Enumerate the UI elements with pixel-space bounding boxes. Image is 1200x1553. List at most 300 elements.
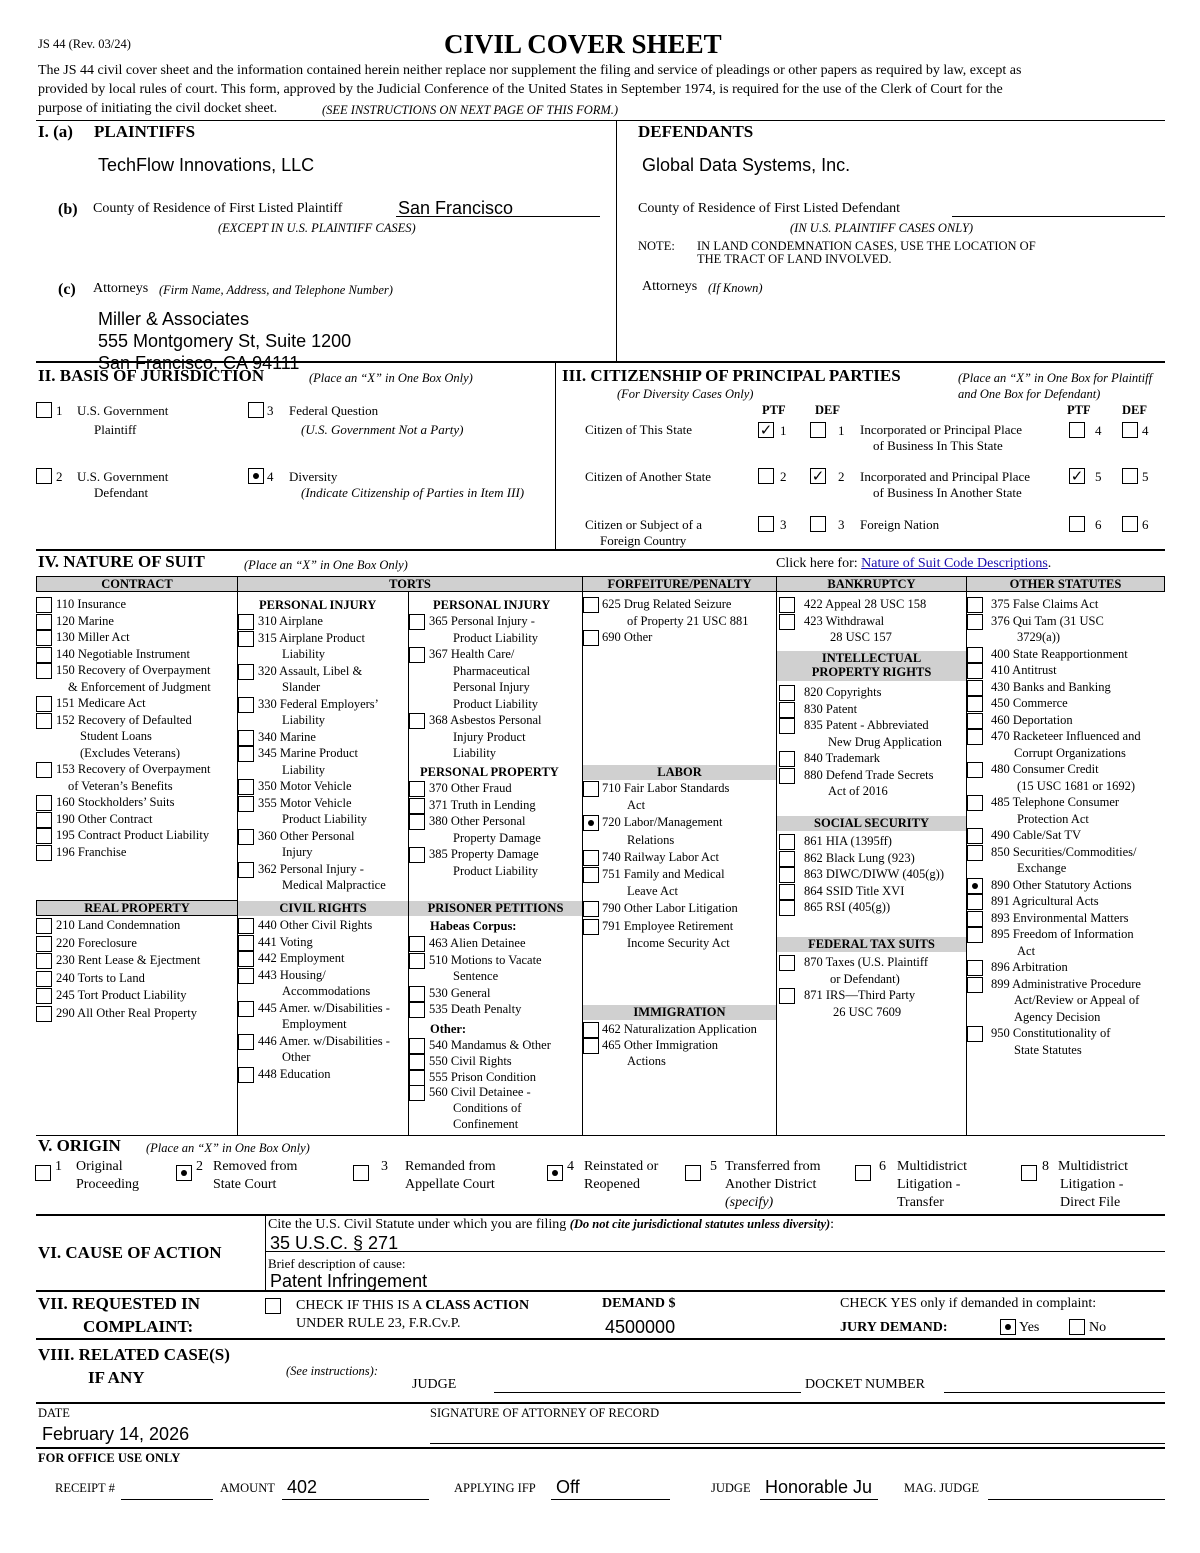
foreign-nation-ptf-num: 6 <box>1095 517 1102 532</box>
code-510-checkbox[interactable] <box>409 953 425 969</box>
receipt-label: RECEIPT # <box>55 1481 115 1495</box>
section-5-title: V. ORIGIN <box>38 1136 121 1155</box>
code-150-checkbox[interactable] <box>36 663 52 679</box>
code-376-checkbox[interactable] <box>967 614 983 630</box>
note-line-1: IN LAND CONDEMNATION CASES, USE THE LOCATION OF <box>697 239 1036 253</box>
code-422-checkbox[interactable] <box>779 597 795 613</box>
habeas-corpus-label: Habeas Corpus: <box>430 919 517 933</box>
code-330-checkbox[interactable] <box>238 697 254 713</box>
code-720-sublabel: Relations <box>627 832 675 847</box>
code-230-checkbox[interactable] <box>36 953 52 969</box>
code-480-label: 480 Consumer Credit <box>991 762 1099 776</box>
code-365-sublabel: Product Liability <box>453 630 539 645</box>
code-865-checkbox[interactable] <box>779 900 795 916</box>
citizen-this-state-ptf-checkbox[interactable]: ✓ <box>759 421 773 439</box>
ifp-field[interactable]: Off <box>556 1477 580 1497</box>
code-368-sublabel-2: Liability <box>453 746 497 760</box>
code-110-checkbox[interactable] <box>36 597 52 613</box>
code-899-sublabel-2: Agency Decision <box>1014 1009 1101 1024</box>
code-710-label: 710 Fair Labor Standards <box>602 781 730 795</box>
plaintiff-field[interactable]: TechFlow Innovations, LLC <box>98 155 315 175</box>
receipt-field[interactable] <box>121 1480 213 1500</box>
code-871-checkbox[interactable] <box>779 988 795 1004</box>
code-446-checkbox[interactable] <box>238 1034 254 1050</box>
code-470-checkbox[interactable] <box>967 729 983 745</box>
jurisdiction-1-num: 1 <box>56 403 63 418</box>
prisoner-petitions-header: PRISONER PETITIONS <box>409 901 582 916</box>
code-465-label: 465 Other Immigration <box>602 1038 718 1052</box>
section-3-hint-3: and One Box for Defendant) <box>958 387 1101 401</box>
code-625-sublabel: of Property 21 USC 881 <box>627 613 749 628</box>
incorporated-and-principal-sublabel: of Business In Another State <box>873 485 1022 500</box>
code-368-label: 368 Asbestos Personal <box>429 713 542 727</box>
code-625-checkbox[interactable] <box>583 597 599 613</box>
code-720-checkbox[interactable] <box>583 815 599 831</box>
class-action-sublabel: UNDER RULE 23, F.R.Cv.P. <box>296 1316 461 1331</box>
code-896-checkbox[interactable] <box>967 960 983 976</box>
code-110-label: 110 Insurance <box>56 597 126 611</box>
code-490-checkbox[interactable] <box>967 828 983 844</box>
code-365-checkbox[interactable] <box>409 614 425 630</box>
code-840-checkbox[interactable] <box>779 751 795 767</box>
code-950-checkbox[interactable] <box>967 1026 983 1042</box>
code-880-label: 880 Defend Trade Secrets <box>804 767 934 782</box>
amount-field[interactable]: 402 <box>287 1477 318 1497</box>
def-attorneys-label: Attorneys <box>642 279 698 294</box>
code-510-label: 510 Motions to Vacate <box>429 952 542 967</box>
code-195-label: 195 Contract Product Liability <box>56 828 210 842</box>
code-367-sublabel-2: Personal Injury <box>453 680 530 694</box>
code-440-checkbox[interactable] <box>238 918 254 934</box>
citizen-foreign-ptf-checkbox[interactable] <box>758 516 774 532</box>
code-555-checkbox[interactable] <box>409 1070 425 1086</box>
contract-header: CONTRACT <box>36 576 238 592</box>
code-220-checkbox[interactable] <box>36 936 52 952</box>
origin-5-checkbox[interactable] <box>685 1165 701 1181</box>
code-690-checkbox[interactable] <box>583 630 599 646</box>
code-863-checkbox[interactable] <box>779 867 795 883</box>
code-830-checkbox[interactable] <box>779 702 795 718</box>
code-345-checkbox[interactable] <box>238 746 254 762</box>
code-535-checkbox[interactable] <box>409 1002 425 1018</box>
civil-rights-header: CIVIL RIGHTS <box>238 901 408 916</box>
code-130-label: 130 Miller Act <box>56 630 130 644</box>
code-120-label: 120 Marine <box>56 613 114 628</box>
code-315-label: 315 Airplane Product <box>258 630 365 645</box>
code-446-sublabel: Other <box>282 1050 311 1064</box>
code-485-sublabel: Protection Act <box>1017 811 1089 826</box>
origin-8-num: 8 <box>1042 1159 1049 1174</box>
code-560-sublabel: Conditions of <box>453 1101 522 1116</box>
code-864-checkbox[interactable] <box>779 884 795 900</box>
code-625-label: 625 Drug Related Seizure <box>602 597 732 611</box>
brief-field[interactable] <box>270 1271 1160 1289</box>
code-330-sublabel: Liability <box>282 713 326 727</box>
code-345-label: 345 Marine Product <box>258 746 358 760</box>
applying-ifp-label: APPLYING IFP <box>454 1481 536 1495</box>
code-190-checkbox[interactable] <box>36 812 52 828</box>
code-442-checkbox[interactable] <box>238 951 254 967</box>
code-140-checkbox[interactable] <box>36 647 52 663</box>
code-240-checkbox[interactable] <box>36 971 52 987</box>
citizen-another-state-ptf-num: 2 <box>780 469 787 484</box>
code-448-checkbox[interactable] <box>238 1067 254 1083</box>
real-property-column <box>36 918 236 1023</box>
code-151-checkbox[interactable] <box>36 696 52 712</box>
code-385-checkbox[interactable] <box>409 847 425 863</box>
code-210-checkbox[interactable] <box>36 918 52 934</box>
code-371-checkbox[interactable] <box>409 798 425 814</box>
code-870-label: 870 Taxes (U.S. Plaintiff <box>804 955 929 969</box>
code-350-checkbox[interactable] <box>238 779 254 795</box>
origin-6-checkbox[interactable] <box>855 1165 871 1181</box>
code-791-checkbox[interactable] <box>583 919 599 935</box>
code-950-label: 950 Constitutionality of <box>991 1026 1111 1040</box>
citizen-foreign-label: Citizen or Subject of a <box>585 517 702 532</box>
code-310-checkbox[interactable] <box>238 614 254 630</box>
citizen-foreign-ptf-num: 3 <box>780 517 787 532</box>
jurisdiction-3-checkbox[interactable] <box>248 402 264 418</box>
incorporated-and-principal-ptf-checkbox[interactable]: ✓ <box>1070 467 1084 485</box>
other-label: Other: <box>430 1022 467 1036</box>
code-790-checkbox[interactable] <box>583 901 599 917</box>
code-740-checkbox[interactable] <box>583 850 599 866</box>
office-judge-value: Honorable Ju <box>765 1477 873 1497</box>
code-355-checkbox[interactable] <box>238 796 254 812</box>
code-153-label: 153 Recovery of Overpayment <box>56 762 211 776</box>
code-152-checkbox[interactable] <box>36 713 52 729</box>
cite-value: 35 U.S.C. § 271 <box>270 1233 399 1253</box>
plaintiffs-label: PLAINTIFFS <box>94 122 196 141</box>
date-field[interactable]: February 14, 2026 <box>42 1424 190 1444</box>
note-line-2: THE TRACT OF LAND INVOLVED. <box>697 252 892 266</box>
code-370-checkbox[interactable] <box>409 781 425 797</box>
code-445-checkbox[interactable] <box>238 1001 254 1017</box>
code-367-label: 367 Health Care/ <box>429 647 515 661</box>
cite-hint: (Do not cite jurisdictional statutes unless diversity) <box>569 1217 831 1231</box>
code-362-checkbox[interactable] <box>238 862 254 878</box>
attorney-field[interactable] <box>98 308 598 373</box>
jurisdiction-1-checkbox[interactable] <box>36 402 52 418</box>
class-action-label <box>296 1298 529 1315</box>
jury-no-label: No <box>1089 1320 1107 1335</box>
code-441-checkbox[interactable] <box>238 935 254 951</box>
code-862-checkbox[interactable] <box>779 851 795 867</box>
code-240-label: 240 Torts to Land <box>56 970 145 985</box>
section-4-hint: (Place an “X” in One Box Only) <box>244 558 408 572</box>
note-label: NOTE: <box>638 239 675 253</box>
ptf-header-left: PTF <box>762 403 786 417</box>
origin-6-label: Multidistrict <box>897 1159 967 1174</box>
code-245-checkbox[interactable] <box>36 988 52 1004</box>
class-action-label-text: CHECK IF THIS IS A <box>296 1298 426 1313</box>
incorporated-principal-def-checkbox[interactable] <box>1122 422 1138 438</box>
code-899-checkbox[interactable] <box>967 977 983 993</box>
incorporated-and-principal-ptf-num: 5 <box>1095 469 1102 484</box>
code-152-sublabel-2: (Excludes Veterans) <box>80 745 181 760</box>
code-153-checkbox[interactable] <box>36 762 52 778</box>
origin-2-checkbox[interactable] <box>176 1165 192 1181</box>
labor-column <box>583 781 775 953</box>
code-899-label: 899 Administrative Procedure <box>991 976 1141 991</box>
page-title: CIVIL COVER SHEET <box>444 29 722 59</box>
code-430-label: 430 Banks and Banking <box>991 679 1111 694</box>
citizen-another-state-def-num: 2 <box>838 469 845 484</box>
code-790-label: 790 Other Labor Litigation <box>602 901 738 916</box>
code-890-checkbox[interactable] <box>967 878 983 894</box>
code-791-sublabel: Income Security Act <box>627 935 730 950</box>
other-statutes-header: OTHER STATUTES <box>966 576 1165 592</box>
real-property-header: REAL PROPERTY <box>36 900 238 916</box>
code-895-sublabel: Act <box>1017 943 1036 958</box>
code-360-checkbox[interactable] <box>238 829 254 845</box>
code-820-checkbox[interactable] <box>779 685 795 701</box>
code-850-label: 850 Securities/Commodities/ <box>991 844 1137 859</box>
jurisdiction-4-checkbox[interactable] <box>248 468 264 484</box>
code-410-label: 410 Antitrust <box>991 663 1057 677</box>
code-820-label: 820 Copyrights <box>804 685 882 699</box>
code-423-sublabel: 28 USC 157 <box>830 630 892 644</box>
code-462-checkbox[interactable] <box>583 1022 599 1038</box>
code-850-sublabel: Exchange <box>1017 861 1067 875</box>
code-362-sublabel: Medical Malpractice <box>282 878 386 892</box>
code-130-checkbox[interactable] <box>36 630 52 646</box>
forfeiture-column <box>583 597 775 647</box>
social-security-column <box>779 834 965 917</box>
click-here-label: Click here for: <box>776 556 862 571</box>
attorney-line-2: 555 Montgomery St, Suite 1200 <box>98 331 352 351</box>
nature-of-suit-link[interactable]: Nature of Suit Code Descriptions <box>861 556 1048 571</box>
foreign-nation-ptf-checkbox[interactable] <box>1069 516 1085 532</box>
code-830-label: 830 Patent <box>804 701 858 716</box>
code-441-label: 441 Voting <box>258 934 313 949</box>
jurisdiction-1-label: U.S. Government <box>77 403 169 418</box>
origin-2-label: Removed from <box>213 1159 298 1174</box>
code-290-label: 290 All Other Real Property <box>56 1005 197 1020</box>
section-4-title: IV. NATURE OF SUIT <box>38 552 205 571</box>
code-151-label: 151 Medicare Act <box>56 696 146 710</box>
code-485-checkbox[interactable] <box>967 795 983 811</box>
county-plaintiff-field[interactable]: San Francisco <box>398 198 514 218</box>
code-290-checkbox[interactable] <box>36 1006 52 1022</box>
code-950-sublabel: State Statutes <box>1014 1042 1082 1057</box>
code-385-sublabel: Product Liability <box>453 863 539 878</box>
code-367-checkbox[interactable] <box>409 647 425 663</box>
attorney-line-1: Miller & Associates <box>98 309 250 329</box>
origin-3-checkbox[interactable] <box>353 1165 369 1181</box>
incorporated-principal-sublabel: of Business In This State <box>873 438 1003 453</box>
code-891-checkbox[interactable] <box>967 894 983 910</box>
civil-rights-column <box>238 918 408 1083</box>
intro-note: (SEE INSTRUCTIONS ON NEXT PAGE OF THIS FORM.) <box>322 103 619 117</box>
code-410-checkbox[interactable] <box>967 663 983 679</box>
code-310-label: 310 Airplane <box>258 614 323 628</box>
code-870-checkbox[interactable] <box>779 955 795 971</box>
code-465-checkbox[interactable] <box>583 1038 599 1054</box>
code-443-checkbox[interactable] <box>238 968 254 984</box>
citizen-foreign-def-num: 3 <box>838 517 845 532</box>
citizen-another-state-ptf-checkbox[interactable] <box>758 468 774 484</box>
foreign-nation-label: Foreign Nation <box>860 517 940 532</box>
personal-injury-header-right: PERSONAL INJURY <box>433 598 551 612</box>
other-statutes-column <box>967 597 1165 1059</box>
signature-field[interactable] <box>430 1424 1165 1444</box>
code-443-label: 443 Housing/ <box>258 967 326 982</box>
code-150-label: 150 Recovery of Overpayment <box>56 663 211 677</box>
mag-judge-label: MAG. JUDGE <box>904 1481 979 1495</box>
code-870-sublabel: or Defendant) <box>830 971 900 986</box>
docket-number-field[interactable] <box>944 1376 1165 1393</box>
origin-4-checkbox[interactable] <box>547 1165 563 1181</box>
code-710-checkbox[interactable] <box>583 781 599 797</box>
code-560-sublabel-2: Confinement <box>453 1116 519 1131</box>
office-judge-field[interactable] <box>760 1476 878 1500</box>
code-871-label: 871 IRS—Third Party <box>804 988 916 1002</box>
code-423-checkbox[interactable] <box>779 614 795 630</box>
code-376-label: 376 Qui Tam (31 USC <box>991 613 1104 628</box>
class-action-label-bold: CLASS ACTION <box>425 1298 530 1313</box>
code-360-label: 360 Other Personal <box>258 828 355 843</box>
code-375-checkbox[interactable] <box>967 597 983 613</box>
incorporated-and-principal-label: Incorporated and Principal Place <box>860 469 1031 484</box>
code-371-label: 371 Truth in Lending <box>429 797 536 812</box>
code-370-label: 370 Other Fraud <box>429 781 512 795</box>
related-judge-field[interactable] <box>494 1376 801 1393</box>
code-751-sublabel: Leave Act <box>627 884 679 899</box>
personal-injury-left-column <box>238 614 408 895</box>
section-1c-label: (c) <box>58 281 76 298</box>
code-320-checkbox[interactable] <box>238 664 254 680</box>
code-230-label: 230 Rent Lease & Ejectment <box>56 953 201 967</box>
code-861-checkbox[interactable] <box>779 834 795 850</box>
cite-field[interactable] <box>270 1233 1160 1251</box>
code-190-label: 190 Other Contract <box>56 811 153 826</box>
jury-yes-checkbox[interactable] <box>1000 1319 1016 1335</box>
origin-8-checkbox[interactable] <box>1021 1165 1037 1181</box>
incorporated-and-principal-def-checkbox[interactable] <box>1122 468 1138 484</box>
forfeiture-header: FORFEITURE/PENALTY <box>582 576 777 592</box>
code-540-checkbox[interactable] <box>409 1038 425 1054</box>
citizen-this-state-def-num: 1 <box>838 423 845 438</box>
code-550-checkbox[interactable] <box>409 1054 425 1070</box>
code-893-checkbox[interactable] <box>967 911 983 927</box>
origin-1-checkbox[interactable] <box>35 1165 51 1181</box>
code-160-checkbox[interactable] <box>36 795 52 811</box>
section-8-title-1: VIII. RELATED CASE(S) <box>38 1345 230 1364</box>
citizen-foreign-def-checkbox[interactable] <box>810 516 826 532</box>
docket-number-label: DOCKET NUMBER <box>805 1377 925 1392</box>
attorneys-hint: (Firm Name, Address, and Telephone Number) <box>159 283 393 297</box>
code-850-checkbox[interactable] <box>967 845 983 861</box>
ip-header-line-1: INTELLECTUAL <box>821 651 922 665</box>
code-530-label: 530 General <box>429 985 491 1000</box>
code-375-label: 375 False Claims Act <box>991 597 1099 611</box>
personal-injury-header-left: PERSONAL INJURY <box>259 598 377 612</box>
section-7-title-2: COMPLAINT: <box>83 1317 194 1336</box>
code-862-label: 862 Black Lung (923) <box>804 850 915 865</box>
jurisdiction-4-num: 4 <box>267 469 274 484</box>
code-380-checkbox[interactable] <box>409 814 425 830</box>
code-152-label: 152 Recovery of Defaulted <box>56 712 192 727</box>
jurisdiction-4-sublabel: (Indicate Citizenship of Parties in Item III) <box>301 485 525 500</box>
code-450-label: 450 Commerce <box>991 696 1068 710</box>
code-540-label: 540 Mandamus & Other <box>429 1038 551 1052</box>
code-315-checkbox[interactable] <box>238 631 254 647</box>
code-560-label: 560 Civil Detainee - <box>429 1085 531 1100</box>
code-430-checkbox[interactable] <box>967 680 983 696</box>
click-here-text: Click here for: Nature of Suit Code Descriptions. <box>776 556 1052 571</box>
code-470-label: 470 Racketeer Influenced and <box>991 729 1141 743</box>
code-400-label: 400 State Reapportionment <box>991 646 1128 661</box>
code-450-checkbox[interactable] <box>967 696 983 712</box>
code-448-label: 448 Education <box>258 1066 331 1081</box>
form-code: JS 44 (Rev. 03/24) <box>38 37 131 51</box>
code-895-checkbox[interactable] <box>967 927 983 943</box>
code-470-sublabel: Corrupt Organizations <box>1014 745 1126 760</box>
demand-field[interactable]: 4500000 <box>605 1317 676 1337</box>
foreign-nation-def-checkbox[interactable] <box>1122 516 1138 532</box>
citizen-another-state-label: Citizen of Another State <box>585 469 712 484</box>
jurisdiction-2-checkbox[interactable] <box>36 468 52 484</box>
code-463-checkbox[interactable] <box>409 936 425 952</box>
code-150-sublabel: & Enforcement of Judgment <box>68 679 211 694</box>
immigration-column <box>583 1022 775 1070</box>
code-120-checkbox[interactable] <box>36 614 52 630</box>
class-action-checkbox[interactable] <box>265 1298 281 1314</box>
code-835-checkbox[interactable] <box>779 718 795 734</box>
code-220-label: 220 Foreclosure <box>56 935 137 950</box>
mag-judge-field[interactable] <box>988 1480 1165 1500</box>
attorneys-label: Attorneys <box>93 281 149 296</box>
defendant-field[interactable]: Global Data Systems, Inc. <box>642 155 851 175</box>
code-465-sublabel: Actions <box>627 1054 666 1068</box>
code-460-checkbox[interactable] <box>967 713 983 729</box>
origin-5-sublabel-2: (specify) <box>725 1195 774 1210</box>
incorporated-and-principal-def-num: 5 <box>1142 469 1149 484</box>
def-header-right: DEF <box>1122 403 1147 417</box>
code-560-checkbox[interactable] <box>409 1085 425 1101</box>
code-445-sublabel: Employment <box>282 1017 347 1031</box>
section-2-hint: (Place an “X” in One Box Only) <box>309 371 473 385</box>
code-330-label: 330 Federal Employers’ <box>258 696 379 711</box>
code-400-checkbox[interactable] <box>967 647 983 663</box>
code-340-checkbox[interactable] <box>238 730 254 746</box>
code-442-label: 442 Employment <box>258 951 345 965</box>
def-attorneys-hint: (If Known) <box>708 281 763 295</box>
code-355-label: 355 Motor Vehicle <box>258 795 352 810</box>
citizen-another-state-def-checkbox[interactable]: ✓ <box>811 467 825 485</box>
jury-no-checkbox[interactable] <box>1069 1319 1085 1335</box>
office-use-label: FOR OFFICE USE ONLY <box>38 1451 181 1465</box>
code-751-checkbox[interactable] <box>583 867 599 883</box>
code-195-checkbox[interactable] <box>36 828 52 844</box>
date-label: DATE <box>38 1406 70 1420</box>
citizen-this-state-def-checkbox[interactable] <box>810 422 826 438</box>
code-196-checkbox[interactable] <box>36 845 52 861</box>
code-480-checkbox[interactable] <box>967 762 983 778</box>
in-us-note: (IN U.S. PLAINTIFF CASES ONLY) <box>790 221 974 235</box>
origin-4-sublabel: Reopened <box>584 1177 640 1192</box>
code-880-checkbox[interactable] <box>779 768 795 784</box>
immigration-header: IMMIGRATION <box>583 1005 776 1020</box>
code-368-checkbox[interactable] <box>409 713 425 729</box>
personal-property-column <box>409 781 581 880</box>
code-368-sublabel: Injury Product <box>453 729 526 744</box>
code-530-checkbox[interactable] <box>409 986 425 1002</box>
cite-label: Cite the U.S. Civil Statute under which you are filing (Do not cite jurisdictional statutes unless diversity): <box>268 1217 835 1232</box>
incorporated-principal-ptf-checkbox[interactable] <box>1069 422 1085 438</box>
code-863-label: 863 DIWC/DIWW (405(g)) <box>804 867 945 881</box>
